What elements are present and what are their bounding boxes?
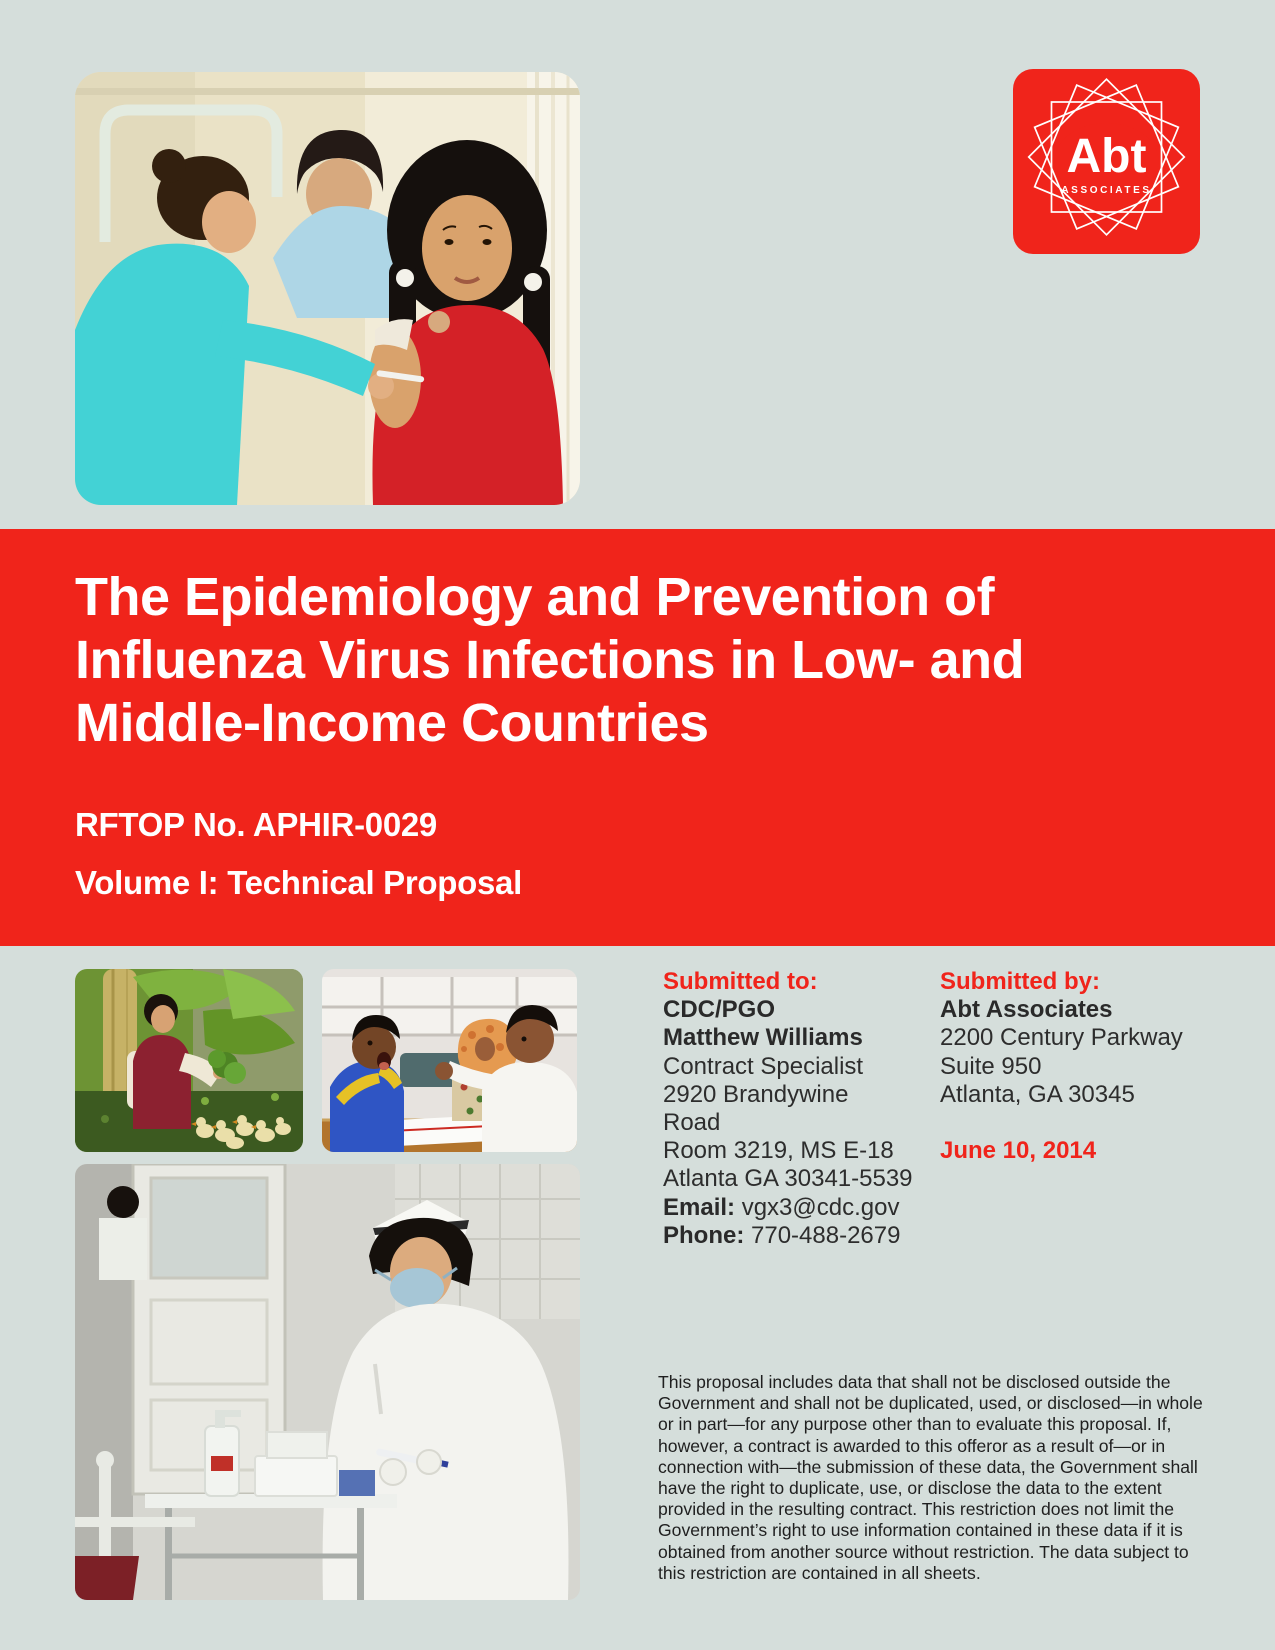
submitted-to-heading: Submitted to: <box>663 968 818 995</box>
submission-date: June 10, 2014 <box>940 1137 1097 1165</box>
recipient-title: Contract Specialist <box>663 1052 864 1080</box>
title-line-2: Influenza Virus Infections in Low- and <box>75 630 1025 690</box>
submitter-org: Abt Associates <box>940 996 1113 1024</box>
submitter-address-line-2: Suite 950 <box>940 1052 1042 1080</box>
title-line-1: The Epidemiology and Prevention of <box>75 567 995 627</box>
recipient-address-line-3: Room 3219, MS E-18 <box>663 1137 894 1165</box>
title-line-3: Middle-Income Countries <box>75 693 709 753</box>
clinic-exam-illustration <box>322 969 577 1152</box>
volume-label: Volume I: Technical Proposal <box>75 864 522 901</box>
email-label: Email: <box>663 1193 736 1221</box>
recipient-name: Matthew Williams <box>663 1024 863 1052</box>
vaccination-photo-illustration <box>75 72 580 505</box>
submitter-address-line-3: Atlanta, GA 30345 <box>940 1080 1135 1108</box>
submitter-address-line-1: 2200 Century Parkway <box>940 1024 1183 1052</box>
submitted-by-heading: Submitted by: <box>940 968 1100 995</box>
phone-value: 770-488-2679 <box>751 1221 901 1249</box>
recipient-phone-line <box>663 1222 943 1250</box>
hospital-nurse-illustration <box>75 1164 580 1600</box>
recipient-email-line <box>663 1194 943 1222</box>
hospital-nurse-photo <box>75 1164 580 1600</box>
poultry-farmer-photo <box>75 969 303 1152</box>
abt-associates-logo <box>1013 69 1200 254</box>
email-value: vgx3@cdc.gov <box>741 1193 900 1221</box>
submitted-to-block <box>663 968 943 1250</box>
logo-subtext: ASSOCIATES <box>1061 185 1152 196</box>
page-title <box>75 566 1215 755</box>
recipient-org: CDC/PGO <box>663 996 776 1024</box>
logo-wordmark: Abt <box>1066 130 1147 183</box>
rftop-number: RFTOP No. APHIR-0029 <box>75 806 437 843</box>
phone-label: Phone: <box>663 1221 745 1249</box>
recipient-address-line-2: Road <box>663 1109 721 1137</box>
submitted-by-block <box>940 968 1220 1165</box>
disclaimer-text: This proposal includes data that shall not be disclosed outside the Government and shall not be duplicated, used, or disclosed—in whole or in part—for any purpose other than to evaluate this proposal. If, however, a contract is awarded to this offeror as a result of—or in connection with—the submission of these data, the Government shall have the right to duplicate, use, or disclose the data to the extent provided in the resulting contract. This restriction does not limit the Government’s right to use information contained in these data if it is obtained from another source without restriction. The data subject to this restriction are contained in all sheets. <box>658 1372 1203 1583</box>
title-banner <box>0 529 1275 946</box>
poultry-farmer-illustration <box>75 969 303 1152</box>
clinic-exam-photo <box>322 969 577 1152</box>
recipient-address-line-1: 2920 Brandywine <box>663 1080 849 1108</box>
vaccination-photo <box>75 72 580 505</box>
abt-logo-star-icon <box>1013 69 1200 254</box>
recipient-address-line-4: Atlanta GA 30341-5539 <box>663 1165 913 1193</box>
